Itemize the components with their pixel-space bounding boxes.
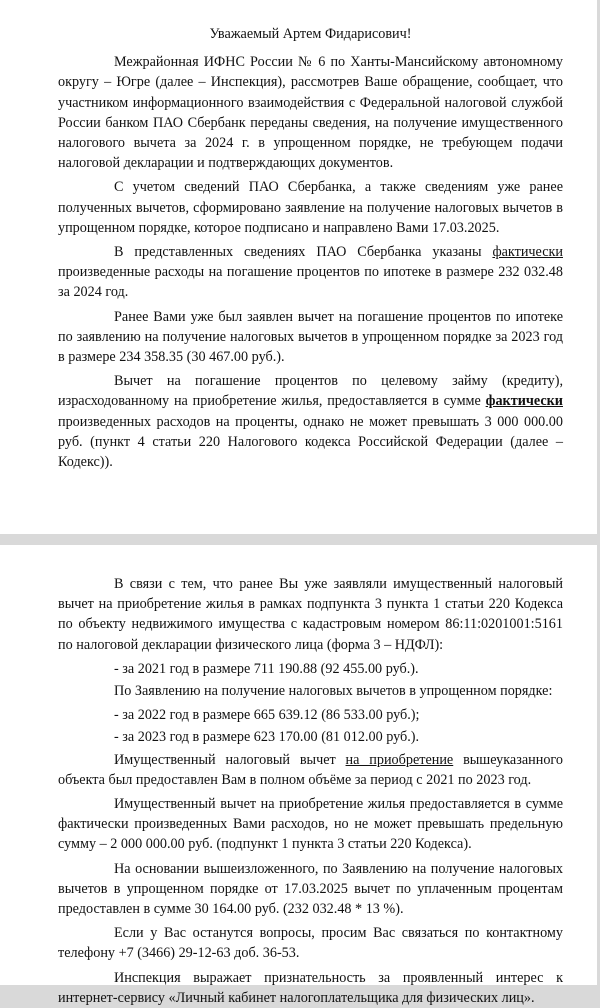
paragraph-contact: Если у Вас останутся вопросы, просим Вас связаться по контактному телефону +7 (3466) 29-12-63 доб. 36-53. [58,925,563,962]
letter-page-2 [0,545,597,1006]
paragraph-simplified-claims: По Заявлению на получение налоговых вычетов в упрощенном порядке: [114,683,553,700]
list-item: - за 2022 год в размере 665 639.12 (86 533.00 руб.); [114,707,420,724]
paragraph-application: С учетом сведений ПАО Сбербанка, а также сведениям уже ранее полученных вычетов, сформировано заявление на получение налоговых вычетов в упрощенном порядке, которое подписано и направлено Вами 17.03.2025. [58,179,563,236]
underlined-word: фактически [492,244,563,261]
paragraph-conclusion: На основании вышеизложенного, по Заявлению на получение налоговых вычетов в упрощенном порядке от 17.03.2025 вычет по уплаченным процентам предоставлен в сумме 30 164.00 руб. (232 032.48 * 13 %). [58,860,563,918]
list-item: - за 2021 год в размере 711 190.88 (92 455.00 руб.). [114,660,419,677]
underlined-phrase: на приобретение [345,751,454,768]
paragraph-intro: Межрайонная ИФНС России № 6 по Ханты-Мансийскому автономному округу – Югре (далее – Инспекция), рассмотрев Ваше обращение, сообщает, что участником информационного взаимодействия с Федеральной налоговой службой России банком ПАО Сбербанк переданы сведения, на получение имущественного налогового вычета за 2024 г. в упрощенном порядке, не требующем подачи налоговой декларации и подтверждающих документов. [58,54,563,172]
paragraph-bank-info [58,242,563,303]
text-segment: произведенные расходы на погашение процентов по ипотеке в размере 232 032.48 за 2024 год. [58,264,563,301]
greeting: Уважаемый Артем Фидарисович! [209,26,412,42]
text-segment: Имущественный налоговый вычет [114,751,346,768]
paragraph-previous-deduction: Ранее Вами уже был заявлен вычет на погашение процентов по ипотеке по заявлению на получение налоговых вычетов в упрощенном порядке за 2023 год в размере 234 358.35 (30 467.00 руб.). [58,308,563,366]
text-segment: В представленных сведениях ПАО Сбербанка указаны [114,244,493,261]
paragraph-deduction-limit [58,371,563,472]
text-segment: Вычет на погашение процентов по целевому займу (кредиту), израсходованному на приобретение жилья, предоставляется в сумме [58,373,563,410]
paragraph-full-deduction [58,750,563,790]
paragraph-thanks: Инспекция выражает признательность за проявленный интерес к интернет-сервису «Личный кабинет налогоплательщика для физических лиц». [58,969,563,1006]
underlined-bold-word: фактически [485,393,563,410]
paragraph-limit: Имущественный вычет на приобретение жилья предоставляется в сумме фактически произведенных Вами расходов, но не может превышать предельную сумму – 2 000 000.00 руб. (подпункт 1 пункта 3 статьи 220 Кодекса). [58,796,563,853]
paragraph-prior-claims: В связи с тем, что ранее Вы уже заявляли имущественный налоговый вычет на приобретение жилья в рамках подпункта 3 пункта 1 статьи 220 Кодекса по объекту недвижимого имущества с кадастровым номером 86:11:0201001:5161 по налоговой декларации физического лица (форма 3 – НДФЛ): [58,576,563,653]
text-segment: вышеуказанного объекта был предоставлен Вам в полном объёме за период с 2021 по 2023 год. [58,751,563,788]
list-item: - за 2023 год в размере 623 170.00 (81 012.00 руб.). [114,729,420,746]
text-segment: произведенных расходов на проценты, однако не может превышать 3 000 000.00 руб. (пункт 4 статьи 220 Налогового кодекса Российской Федерации (далее – Кодекс)). [58,413,563,471]
